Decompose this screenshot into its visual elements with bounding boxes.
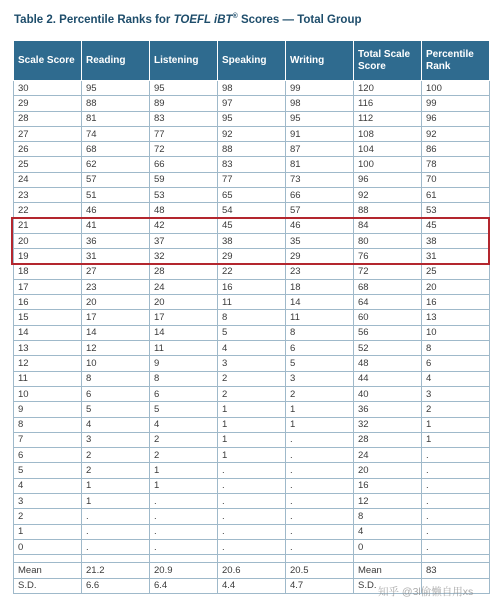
table-cell: . bbox=[422, 539, 490, 554]
table-cell: 78 bbox=[422, 157, 490, 172]
table-cell: 8 bbox=[14, 417, 82, 432]
table-cell: 46 bbox=[82, 203, 150, 218]
table-cell: 28 bbox=[150, 264, 218, 279]
table-cell: 7 bbox=[14, 432, 82, 447]
table-cell: 10 bbox=[14, 386, 82, 401]
table-cell: 81 bbox=[82, 111, 150, 126]
table-cell: 88 bbox=[82, 96, 150, 111]
table-cell: 11 bbox=[150, 341, 218, 356]
table-cell: 9 bbox=[150, 356, 218, 371]
table-cell: 83 bbox=[150, 111, 218, 126]
table-cell: 92 bbox=[354, 188, 422, 203]
table-cell: 2 bbox=[286, 386, 354, 401]
table-cell: 12 bbox=[82, 341, 150, 356]
table-cell: 108 bbox=[354, 126, 422, 141]
table-cell: 68 bbox=[82, 142, 150, 157]
table-cell: 14 bbox=[82, 325, 150, 340]
table-cell: 65 bbox=[218, 188, 286, 203]
table-cell: 5 bbox=[218, 325, 286, 340]
table-cell: 3 bbox=[14, 494, 82, 509]
table-cell: 80 bbox=[354, 233, 422, 248]
table-cell: . bbox=[218, 524, 286, 539]
table-cell: 8 bbox=[354, 509, 422, 524]
table-cell: 16 bbox=[354, 478, 422, 493]
table-cell: 29 bbox=[218, 249, 286, 264]
table-cell: 92 bbox=[218, 126, 286, 141]
table-row bbox=[14, 203, 490, 218]
table-cell: . bbox=[286, 448, 354, 463]
table-cell: 104 bbox=[354, 142, 422, 157]
table-cell: 57 bbox=[82, 172, 150, 187]
table-cell: 12 bbox=[14, 356, 82, 371]
table-cell: 72 bbox=[354, 264, 422, 279]
table-cell: 11 bbox=[14, 371, 82, 386]
table-cell: 74 bbox=[82, 126, 150, 141]
mean-row bbox=[14, 563, 490, 578]
table-cell: 29 bbox=[286, 249, 354, 264]
table-cell: 38 bbox=[422, 233, 490, 248]
table-cell: 2 bbox=[218, 386, 286, 401]
table-cell: 6 bbox=[82, 386, 150, 401]
table-cell: . bbox=[286, 494, 354, 509]
table-row bbox=[14, 188, 490, 203]
table-cell: 1 bbox=[286, 402, 354, 417]
table-cell: 53 bbox=[422, 203, 490, 218]
table-cell: 68 bbox=[354, 279, 422, 294]
table-cell: 4 bbox=[218, 341, 286, 356]
header-listening: Listening bbox=[150, 41, 218, 81]
watermark: 知乎 @3l偷懒自用xs bbox=[378, 586, 474, 598]
table-cell: 112 bbox=[354, 111, 422, 126]
header-row bbox=[14, 41, 490, 81]
table-cell: 26 bbox=[14, 142, 82, 157]
table-cell: 96 bbox=[354, 172, 422, 187]
table-cell: 5 bbox=[286, 356, 354, 371]
table-cell: 3 bbox=[218, 356, 286, 371]
table-cell: 1 bbox=[82, 494, 150, 509]
table-cell: 97 bbox=[218, 96, 286, 111]
table-cell: 25 bbox=[14, 157, 82, 172]
table-row bbox=[14, 494, 490, 509]
title-registered-mark: ® bbox=[232, 13, 238, 21]
table-cell: 18 bbox=[286, 279, 354, 294]
table-cell: 88 bbox=[218, 142, 286, 157]
table-cell: 3 bbox=[286, 371, 354, 386]
table-cell: . bbox=[286, 432, 354, 447]
table-cell: 36 bbox=[82, 233, 150, 248]
table-cell: 46 bbox=[286, 218, 354, 233]
table-cell: . bbox=[422, 448, 490, 463]
table-cell: 28 bbox=[14, 111, 82, 126]
table-row bbox=[14, 279, 490, 294]
table-cell: 44 bbox=[354, 371, 422, 386]
summary-cell: 4.4 bbox=[218, 578, 286, 593]
table-cell: 3 bbox=[422, 386, 490, 401]
table-cell: 100 bbox=[422, 81, 490, 96]
header-total-scale-score: Total Scale Score bbox=[354, 41, 422, 81]
spacer-cell bbox=[422, 555, 490, 563]
table-cell: 1 bbox=[218, 448, 286, 463]
table-row bbox=[14, 371, 490, 386]
header-speaking: Speaking bbox=[218, 41, 286, 81]
table-cell: 24 bbox=[150, 279, 218, 294]
table-cell: 95 bbox=[150, 81, 218, 96]
table-cell: 60 bbox=[354, 310, 422, 325]
table-cell: . bbox=[218, 478, 286, 493]
summary-cell: 20.5 bbox=[286, 563, 354, 578]
table-cell: 70 bbox=[422, 172, 490, 187]
table-row bbox=[14, 448, 490, 463]
table-cell: 77 bbox=[218, 172, 286, 187]
table-cell: 66 bbox=[150, 157, 218, 172]
table-cell: 88 bbox=[354, 203, 422, 218]
table-cell: 8 bbox=[150, 371, 218, 386]
summary-cell: Mean bbox=[354, 563, 422, 578]
table-title bbox=[14, 14, 362, 26]
table-cell: . bbox=[150, 539, 218, 554]
table-cell: 2 bbox=[218, 371, 286, 386]
table-cell: 86 bbox=[422, 142, 490, 157]
summary-cell: S.D. bbox=[354, 578, 422, 593]
table-cell: 11 bbox=[218, 295, 286, 310]
table-row bbox=[14, 233, 490, 248]
table-cell: 32 bbox=[150, 249, 218, 264]
table-cell: 38 bbox=[218, 233, 286, 248]
summary-cell: 6.6 bbox=[82, 578, 150, 593]
table-cell: . bbox=[286, 524, 354, 539]
table-row bbox=[14, 524, 490, 539]
percentile-table bbox=[13, 40, 490, 594]
table-cell: 84 bbox=[354, 218, 422, 233]
table-cell: 14 bbox=[286, 295, 354, 310]
table-cell: 100 bbox=[354, 157, 422, 172]
table-cell: . bbox=[422, 463, 490, 478]
table-cell: 0 bbox=[14, 539, 82, 554]
table-cell: 15 bbox=[14, 310, 82, 325]
table-row bbox=[14, 509, 490, 524]
table-cell: 98 bbox=[286, 96, 354, 111]
table-cell: 1 bbox=[422, 432, 490, 447]
table-cell: 89 bbox=[150, 96, 218, 111]
title-italic: TOEFL iBT bbox=[173, 14, 233, 26]
spacer-cell bbox=[82, 555, 150, 563]
table-cell: 45 bbox=[218, 218, 286, 233]
table-cell: 31 bbox=[82, 249, 150, 264]
summary-cell: 4.7 bbox=[286, 578, 354, 593]
table-cell: 2 bbox=[422, 402, 490, 417]
table-cell: . bbox=[422, 509, 490, 524]
table-cell: 1 bbox=[150, 478, 218, 493]
table-cell: 23 bbox=[82, 279, 150, 294]
table-row bbox=[14, 249, 490, 264]
table-cell: 20 bbox=[14, 233, 82, 248]
table-cell: 95 bbox=[218, 111, 286, 126]
table-cell: 4 bbox=[422, 371, 490, 386]
table-cell: 36 bbox=[354, 402, 422, 417]
table-cell: . bbox=[150, 494, 218, 509]
table-cell: 22 bbox=[14, 203, 82, 218]
table-cell: . bbox=[82, 524, 150, 539]
table-cell: 54 bbox=[218, 203, 286, 218]
table-cell: 14 bbox=[150, 325, 218, 340]
table-cell: . bbox=[218, 463, 286, 478]
table-cell: 61 bbox=[422, 188, 490, 203]
table-cell: 35 bbox=[286, 233, 354, 248]
table-cell: 16 bbox=[14, 295, 82, 310]
table-cell: 53 bbox=[150, 188, 218, 203]
table-cell: 32 bbox=[354, 417, 422, 432]
table-row bbox=[14, 478, 490, 493]
table-cell: 62 bbox=[82, 157, 150, 172]
table-cell: 5 bbox=[150, 402, 218, 417]
table-row bbox=[14, 96, 490, 111]
table-cell: 40 bbox=[354, 386, 422, 401]
table-cell: 2 bbox=[14, 509, 82, 524]
summary-cell: 20.9 bbox=[150, 563, 218, 578]
table-cell: 41 bbox=[82, 218, 150, 233]
table-cell: 1 bbox=[82, 478, 150, 493]
table-cell: 10 bbox=[422, 325, 490, 340]
table-cell: 27 bbox=[82, 264, 150, 279]
table-cell: 56 bbox=[354, 325, 422, 340]
header-percentile-rank: Percentile Rank bbox=[422, 41, 490, 81]
table-cell: 13 bbox=[422, 310, 490, 325]
table-cell: . bbox=[286, 463, 354, 478]
table-row bbox=[14, 126, 490, 141]
table-cell: 27 bbox=[14, 126, 82, 141]
table-cell: 5 bbox=[82, 402, 150, 417]
table-cell: . bbox=[286, 539, 354, 554]
table-row bbox=[14, 325, 490, 340]
table-row bbox=[14, 142, 490, 157]
table-cell: 4 bbox=[150, 417, 218, 432]
table-cell: 42 bbox=[150, 218, 218, 233]
table-cell: 8 bbox=[82, 371, 150, 386]
table-cell: 57 bbox=[286, 203, 354, 218]
table-cell: 4 bbox=[82, 417, 150, 432]
table-cell: 14 bbox=[14, 325, 82, 340]
table-row bbox=[14, 81, 490, 96]
table-cell: 13 bbox=[14, 341, 82, 356]
table-cell: 16 bbox=[218, 279, 286, 294]
table-cell: 6 bbox=[14, 448, 82, 463]
table-cell: 22 bbox=[218, 264, 286, 279]
table-cell: 45 bbox=[422, 218, 490, 233]
summary-cell: 83 bbox=[422, 563, 490, 578]
table-cell: 95 bbox=[82, 81, 150, 96]
table-cell: . bbox=[422, 524, 490, 539]
table-cell: 6 bbox=[150, 386, 218, 401]
summary-cell: S.D. bbox=[14, 578, 82, 593]
table-cell: 64 bbox=[354, 295, 422, 310]
table-cell: 20 bbox=[422, 279, 490, 294]
spacer-cell bbox=[14, 555, 82, 563]
table-cell: . bbox=[218, 509, 286, 524]
table-row bbox=[14, 264, 490, 279]
table-row bbox=[14, 386, 490, 401]
table-cell: 23 bbox=[14, 188, 82, 203]
table-cell: 99 bbox=[422, 96, 490, 111]
table-cell: 17 bbox=[14, 279, 82, 294]
table-cell: 116 bbox=[354, 96, 422, 111]
table-cell: 1 bbox=[150, 463, 218, 478]
table-cell: 8 bbox=[422, 341, 490, 356]
table-cell: 91 bbox=[286, 126, 354, 141]
table-cell: 1 bbox=[218, 402, 286, 417]
table-cell: 24 bbox=[14, 172, 82, 187]
table-cell: 83 bbox=[218, 157, 286, 172]
table-cell: . bbox=[150, 509, 218, 524]
table-cell: 31 bbox=[422, 249, 490, 264]
spacer-cell bbox=[218, 555, 286, 563]
header-reading: Reading bbox=[82, 41, 150, 81]
table-cell: 72 bbox=[150, 142, 218, 157]
summary-cell: Mean bbox=[14, 563, 82, 578]
table-cell: 2 bbox=[82, 463, 150, 478]
table-cell: 21 bbox=[14, 218, 82, 233]
table-cell: 98 bbox=[218, 81, 286, 96]
table-cell: 37 bbox=[150, 233, 218, 248]
table-cell: 6 bbox=[286, 341, 354, 356]
table-cell: 96 bbox=[422, 111, 490, 126]
table-row bbox=[14, 295, 490, 310]
table-cell: 51 bbox=[82, 188, 150, 203]
table-row bbox=[14, 310, 490, 325]
table-cell: . bbox=[286, 509, 354, 524]
table-cell: 12 bbox=[354, 494, 422, 509]
table-cell: . bbox=[82, 509, 150, 524]
table-cell: 120 bbox=[354, 81, 422, 96]
table-cell: 4 bbox=[14, 478, 82, 493]
table-row bbox=[14, 111, 490, 126]
table-cell: 8 bbox=[286, 325, 354, 340]
table-cell: 6 bbox=[422, 356, 490, 371]
table-cell: 1 bbox=[422, 417, 490, 432]
table-cell: 4 bbox=[354, 524, 422, 539]
table-cell: 29 bbox=[14, 96, 82, 111]
table-cell: 2 bbox=[150, 448, 218, 463]
table-cell: 2 bbox=[82, 448, 150, 463]
table-row bbox=[14, 218, 490, 233]
table-cell: 20 bbox=[150, 295, 218, 310]
title-suffix: Scores — Total Group bbox=[237, 14, 362, 26]
table-cell: 17 bbox=[82, 310, 150, 325]
table-cell: 23 bbox=[286, 264, 354, 279]
header-scale-score: Scale Score bbox=[14, 41, 82, 81]
table-cell: 92 bbox=[422, 126, 490, 141]
table-cell: . bbox=[218, 539, 286, 554]
spacer-cell bbox=[150, 555, 218, 563]
table-cell: 3 bbox=[82, 432, 150, 447]
table-row bbox=[14, 539, 490, 554]
table-cell: 20 bbox=[354, 463, 422, 478]
table-cell: 73 bbox=[286, 172, 354, 187]
table-cell: 48 bbox=[354, 356, 422, 371]
table-row bbox=[14, 432, 490, 447]
table-cell: 25 bbox=[422, 264, 490, 279]
title-prefix: Table 2. Percentile Ranks for bbox=[14, 14, 174, 26]
table-row bbox=[14, 157, 490, 172]
table-cell: 52 bbox=[354, 341, 422, 356]
table-cell: 1 bbox=[218, 417, 286, 432]
table-row bbox=[14, 402, 490, 417]
table-cell: . bbox=[82, 539, 150, 554]
table-cell: 28 bbox=[354, 432, 422, 447]
table-cell: 87 bbox=[286, 142, 354, 157]
table-cell: 1 bbox=[218, 432, 286, 447]
table-cell: . bbox=[218, 494, 286, 509]
table-cell: 95 bbox=[286, 111, 354, 126]
table-body bbox=[14, 81, 490, 594]
table-row bbox=[14, 463, 490, 478]
table-cell: 5 bbox=[14, 463, 82, 478]
table-cell: 9 bbox=[14, 402, 82, 417]
table-cell: 48 bbox=[150, 203, 218, 218]
table-cell: 66 bbox=[286, 188, 354, 203]
header-writing: Writing bbox=[286, 41, 354, 81]
table-cell: 2 bbox=[150, 432, 218, 447]
table-cell: 8 bbox=[218, 310, 286, 325]
table-cell: . bbox=[150, 524, 218, 539]
spacer-row bbox=[14, 555, 490, 563]
table-cell: . bbox=[286, 478, 354, 493]
table-cell: 19 bbox=[14, 249, 82, 264]
table-cell: 16 bbox=[422, 295, 490, 310]
table-row bbox=[14, 172, 490, 187]
table-cell: 17 bbox=[150, 310, 218, 325]
table-cell: 10 bbox=[82, 356, 150, 371]
table-row bbox=[14, 417, 490, 432]
table-row bbox=[14, 356, 490, 371]
table-row bbox=[14, 341, 490, 356]
table-cell: 76 bbox=[354, 249, 422, 264]
table-cell: 1 bbox=[14, 524, 82, 539]
table-cell: . bbox=[422, 478, 490, 493]
table-cell: 99 bbox=[286, 81, 354, 96]
table-cell: 0 bbox=[354, 539, 422, 554]
table-cell: 24 bbox=[354, 448, 422, 463]
table-cell: 18 bbox=[14, 264, 82, 279]
table-cell: 81 bbox=[286, 157, 354, 172]
table-cell: 77 bbox=[150, 126, 218, 141]
table-cell: 30 bbox=[14, 81, 82, 96]
table-cell: 11 bbox=[286, 310, 354, 325]
spacer-cell bbox=[354, 555, 422, 563]
table-cell: . bbox=[422, 494, 490, 509]
table-cell: 59 bbox=[150, 172, 218, 187]
summary-cell: 6.4 bbox=[150, 578, 218, 593]
table-cell: 20 bbox=[82, 295, 150, 310]
summary-cell: 21.2 bbox=[82, 563, 150, 578]
spacer-cell bbox=[286, 555, 354, 563]
table-cell: 1 bbox=[286, 417, 354, 432]
summary-cell: 20.6 bbox=[218, 563, 286, 578]
